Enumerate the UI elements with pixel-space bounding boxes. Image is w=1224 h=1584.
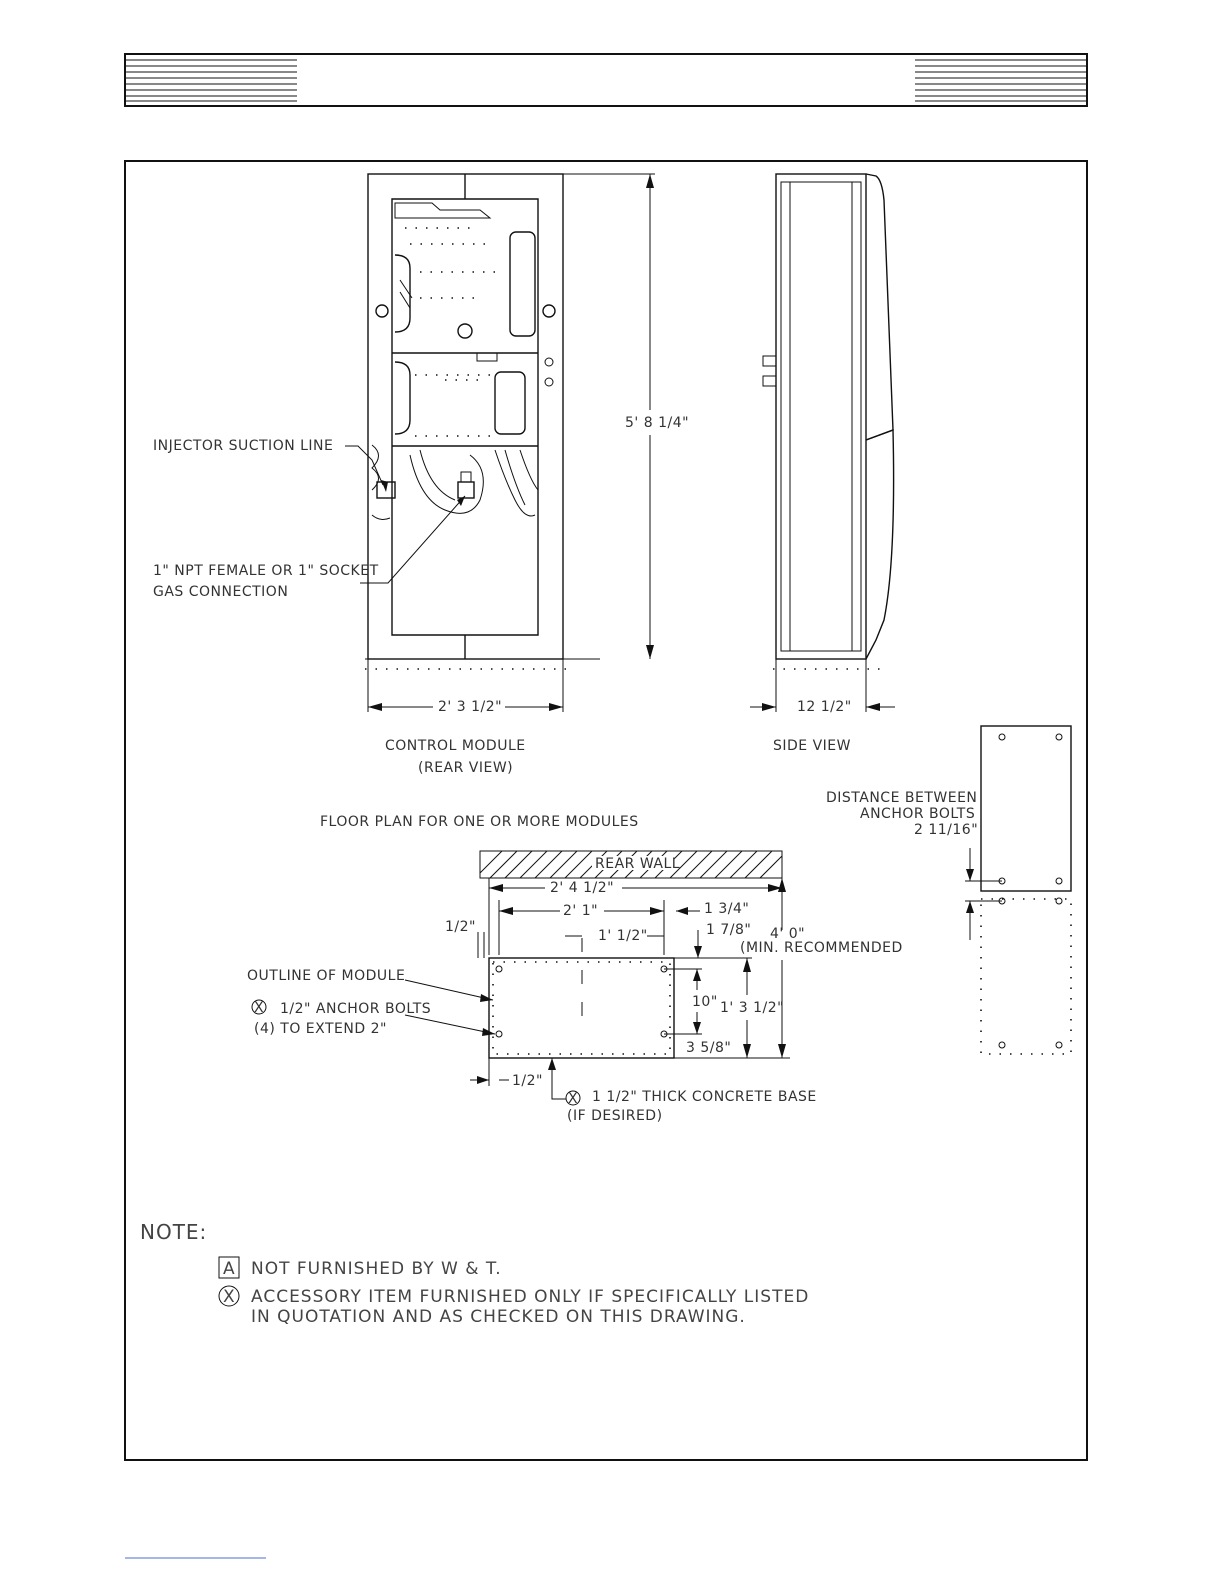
if-desired-label: (IF DESIRED)	[567, 1108, 663, 1124]
dim-1-1-half: 1' 1/2"	[598, 928, 648, 944]
to-extend-label: (4) TO EXTEND 2"	[254, 1021, 387, 1037]
note-item-a: NOT FURNISHED BY W & T.	[251, 1259, 502, 1279]
rear-wall-label: REAR WALL	[595, 856, 681, 872]
dim-1-3-4: 1 3/4"	[704, 901, 750, 917]
anchor-spacing-detail	[965, 726, 1071, 1054]
outline-of-module-label: OUTLINE OF MODULE	[247, 968, 406, 984]
dim-3-5-8: 3 5/8"	[686, 1040, 732, 1056]
min-recommended-label: (MIN. RECOMMENDED	[740, 940, 903, 956]
dim-1-3-half: 1' 3 1/2"	[720, 1000, 785, 1016]
gas-connection-label-2: GAS CONNECTION	[153, 584, 289, 600]
dim-1-7-8: 1 7/8"	[706, 922, 752, 938]
width-dim-label: 2' 3 1/2"	[438, 699, 503, 715]
height-dim-label: 5' 8 1/4"	[625, 415, 690, 431]
circle-x-letter-base: X	[568, 1091, 579, 1107]
dim-2-4-half: 2' 4 1/2"	[550, 880, 615, 896]
side-dim-label: 12 1/2"	[797, 699, 852, 715]
injector-suction-label: INJECTOR SUCTION LINE	[153, 438, 334, 454]
dim-2-1: 2' 1"	[563, 903, 599, 919]
circle-x-note-letter: X	[223, 1287, 236, 1307]
control-module-title: CONTROL MODULE	[385, 738, 526, 754]
dim-half-left: 1/2"	[445, 919, 476, 935]
dim-half-bottom: 1/2"	[512, 1073, 543, 1089]
title-block	[125, 54, 1087, 106]
side-view-title: SIDE VIEW	[773, 738, 851, 754]
note-item-x-line2: IN QUOTATION AND AS CHECKED ON THIS DRAWING.	[251, 1307, 746, 1327]
distance-between-label: DISTANCE BETWEEN	[826, 790, 978, 806]
floor-plan-title: FLOOR PLAN FOR ONE OR MORE MODULES	[320, 814, 639, 830]
box-a-letter: A	[223, 1259, 236, 1279]
note-item-x-line1: ACCESSORY ITEM FURNISHED ONLY IF SPECIFICALLY LISTED	[251, 1287, 810, 1307]
control-module-rear-view	[365, 174, 600, 669]
dim-10: 10"	[692, 994, 718, 1010]
note-heading: NOTE:	[140, 1220, 208, 1244]
side-view	[750, 174, 895, 712]
anchor-bolts-label: ANCHOR BOLTS	[860, 806, 976, 822]
gas-connection-label-1: 1" NPT FEMALE OR 1" SOCKET	[153, 563, 379, 579]
anchor-bolts-half-label: 1/2" ANCHOR BOLTS	[280, 1001, 432, 1017]
anchor-spacing-label: 2 11/16"	[914, 822, 979, 838]
rear-view-subtitle: (REAR VIEW)	[418, 760, 514, 776]
concrete-base-label: 1 1/2" THICK CONCRETE BASE	[592, 1089, 817, 1105]
dim-4-0: 4' 0"	[770, 926, 806, 942]
circle-x-letter: X	[254, 1000, 265, 1016]
